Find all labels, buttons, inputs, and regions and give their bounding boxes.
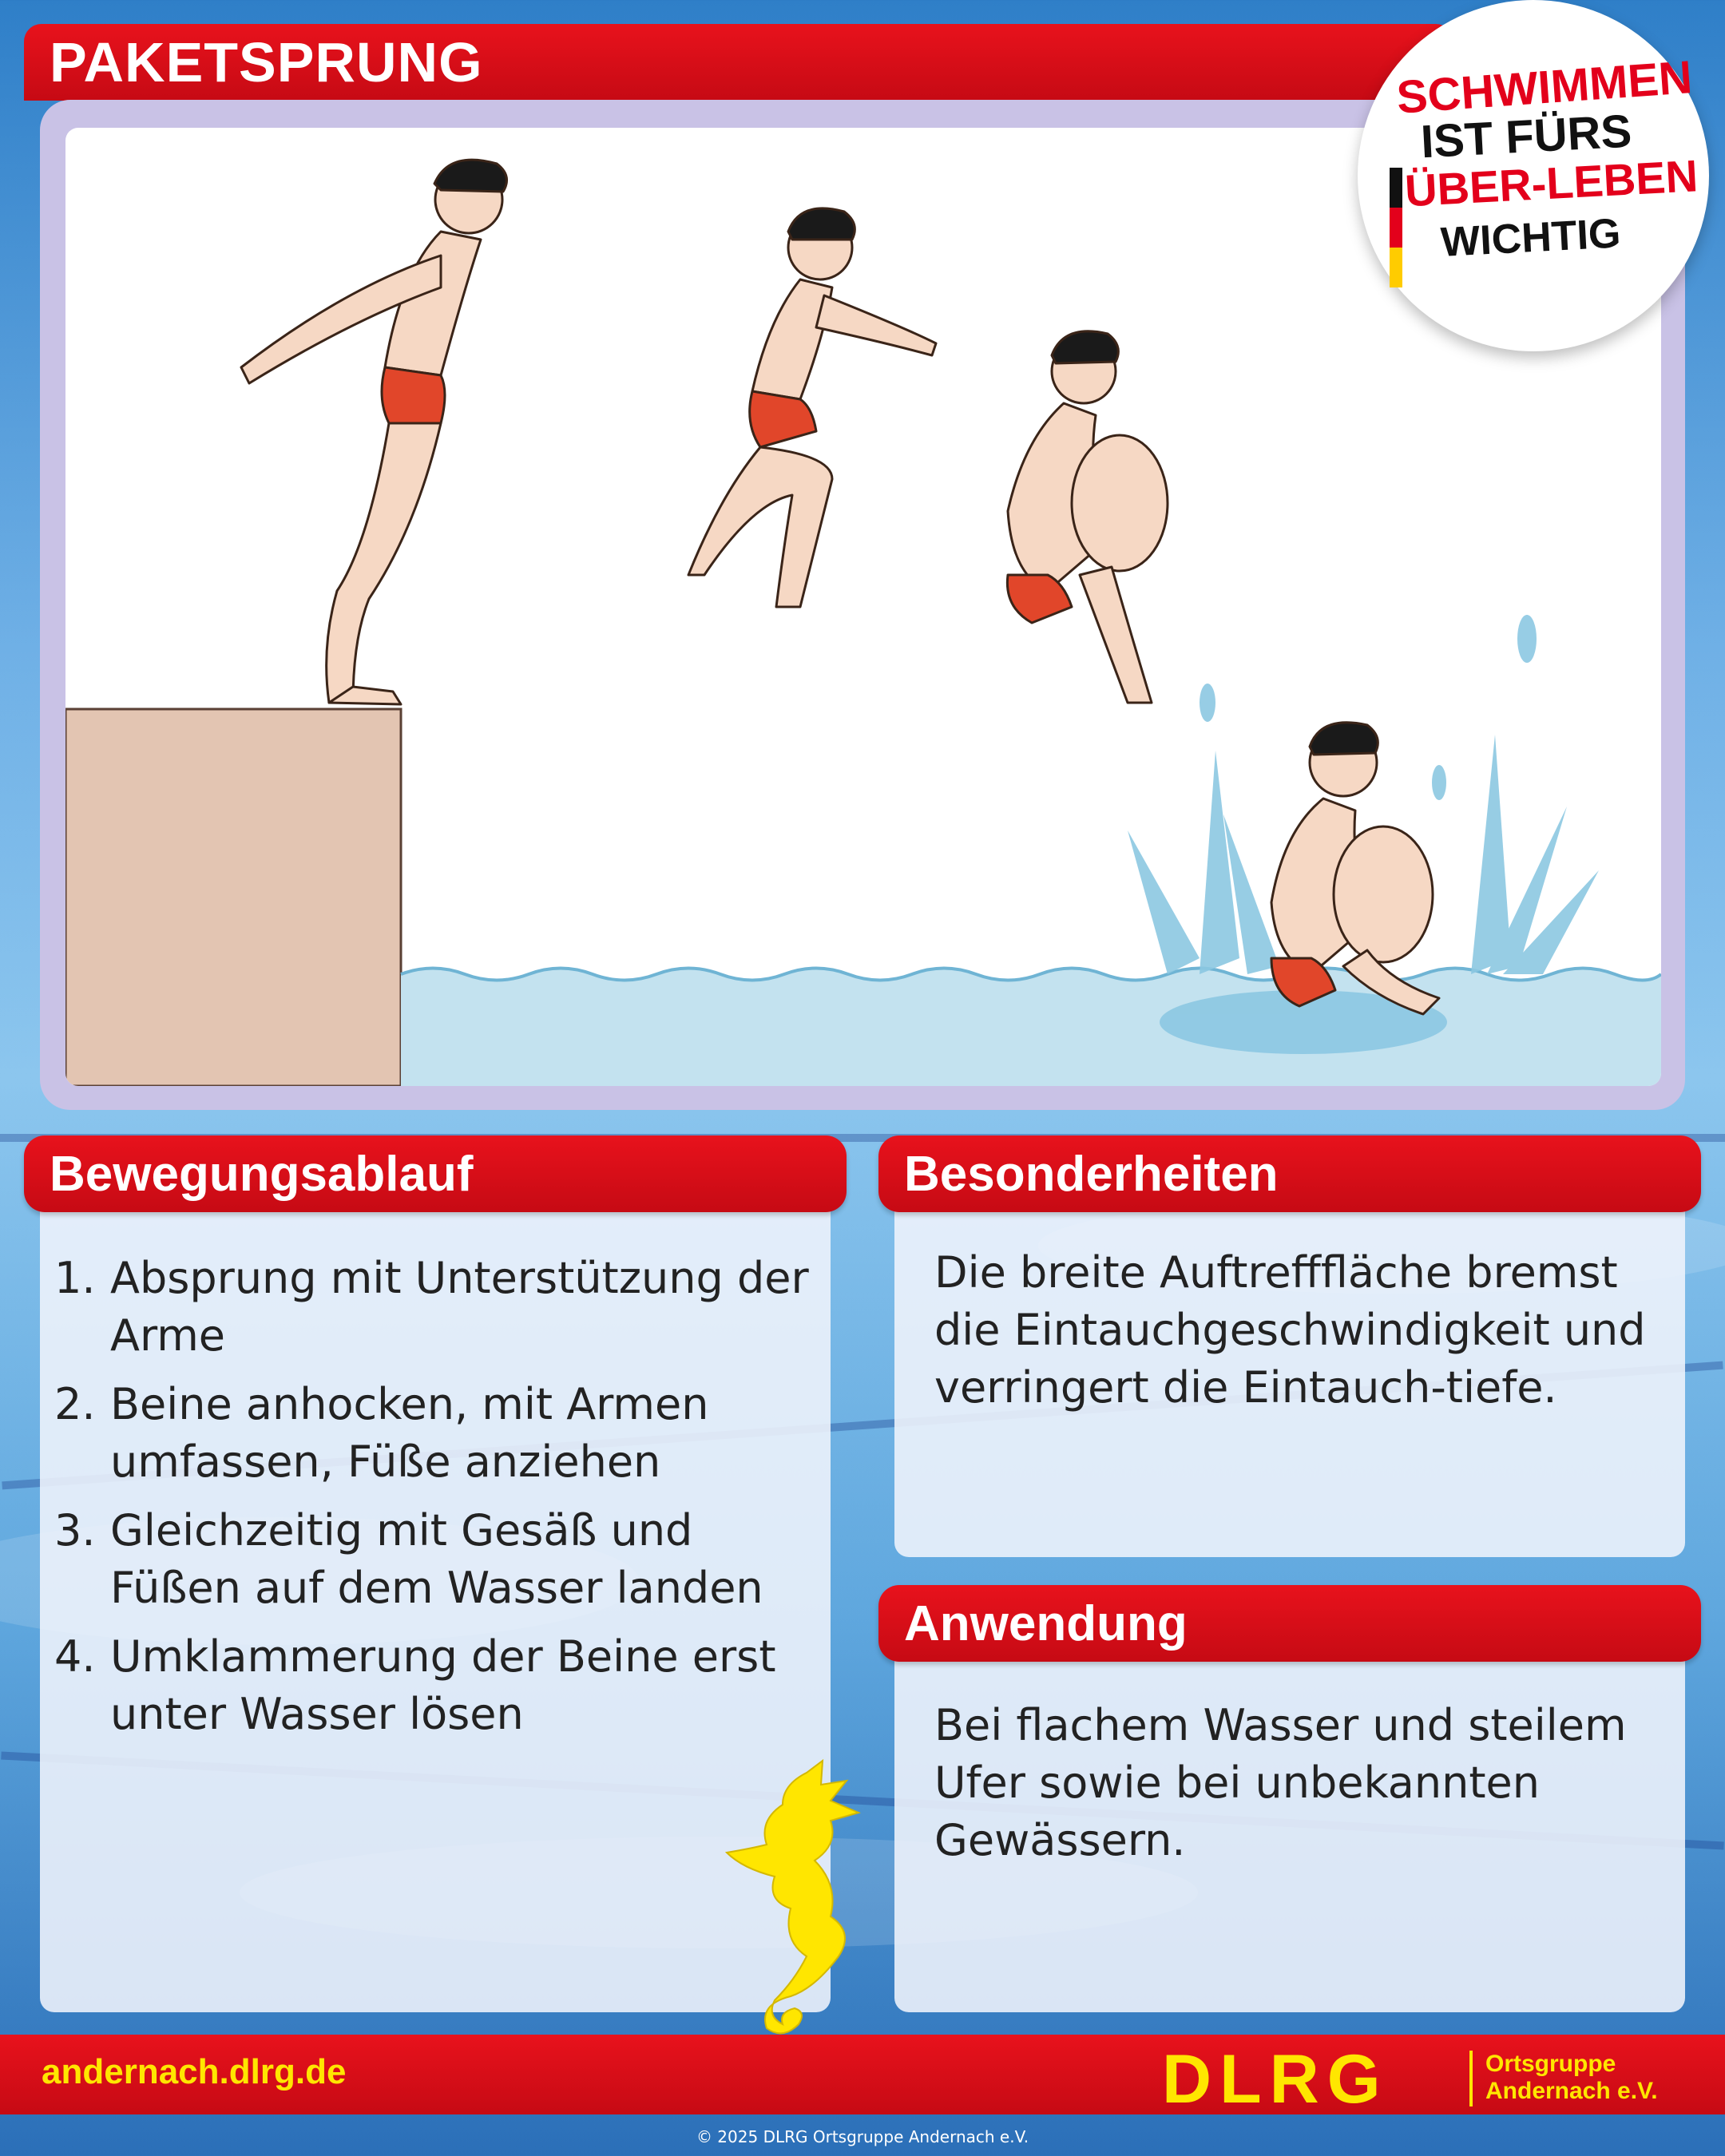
list-item	[54, 1376, 813, 1491]
badge-line-2: IST FÜRS	[1419, 105, 1633, 168]
schwimmen-badge	[1358, 0, 1709, 351]
badge-flag-black	[1390, 168, 1402, 208]
copyright-text: © 2025 DLRG Ortsgruppe Andernach e.V.	[696, 2127, 1029, 2146]
badge-flag-red	[1390, 208, 1402, 248]
step-number: 4.	[54, 1631, 96, 1682]
ortsgruppe-line-2: Andernach e.V.	[1485, 2078, 1658, 2104]
step-text: Absprung mit Unterstützung der Arme	[110, 1253, 809, 1361]
figure-eintauchen	[1271, 723, 1439, 1014]
badge-flag-gold	[1390, 248, 1402, 287]
step-text: Beine anhocken, mit Armen umfassen, Füße anziehen	[110, 1379, 709, 1487]
footer-url-link[interactable]: andernach.dlrg.de	[42, 2052, 347, 2091]
starting-block	[65, 709, 401, 1086]
logo-divider	[1469, 2051, 1473, 2106]
badge-line-1: SCHWIMMEN	[1394, 51, 1694, 124]
figure-umklammern	[1007, 331, 1168, 703]
badge-line-3: ÜBER-LEBEN	[1403, 150, 1699, 216]
step-number: 1.	[54, 1253, 96, 1303]
step-text: Umklammerung der Beine erst unter Wasser lösen	[110, 1631, 776, 1739]
list-item	[54, 1502, 813, 1617]
list-item	[54, 1250, 813, 1365]
ortsgruppe-name	[1485, 2051, 1658, 2105]
bewegungsablauf-steps	[54, 1250, 813, 1754]
figure-anhocken	[688, 208, 936, 607]
step-number: 2.	[54, 1379, 96, 1429]
ortsgruppe-line-1: Ortsgruppe	[1485, 2051, 1616, 2077]
badge-line-4: WICHTIG	[1439, 210, 1622, 267]
list-item	[54, 1628, 813, 1743]
anwendung-title: Anwendung	[904, 1596, 1188, 1651]
water-surface	[401, 969, 1661, 1087]
bewegungsablauf-title: Bewegungsablauf	[50, 1147, 474, 1202]
page-title: PAKETSPRUNG	[50, 31, 483, 93]
badge-logo	[1358, 0, 1709, 351]
besonderheiten-title: Besonderheiten	[904, 1147, 1279, 1202]
seahorse-icon	[719, 1757, 878, 2044]
dlrg-logo: DLRG	[1162, 2041, 1389, 2118]
besonderheiten-text: Die breite Auftrefffläche bremst die Eintauchgeschwindigkeit und verringert die Eintauch-tiefe.	[934, 1247, 1646, 1413]
step-number: 3.	[54, 1505, 96, 1556]
anwendung-text: Bei flachem Wasser und steilem Ufer sowie bei unbekannten Gewässern.	[934, 1700, 1627, 1865]
figure-absprung	[241, 160, 507, 704]
step-text: Gleichzeitig mit Gesäß und Füßen auf dem Wasser landen	[110, 1505, 763, 1613]
